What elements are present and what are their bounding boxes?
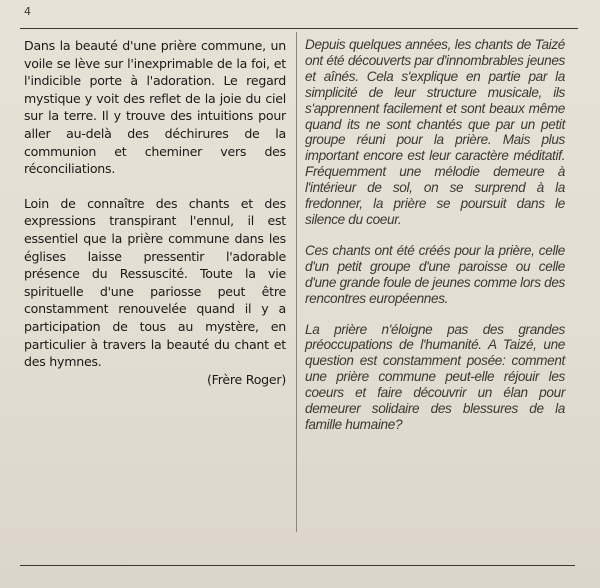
right-paragraph-2: Ces chants ont été créés pour la prière, celle d'un petit groupe d'une paroisse ou celle d'une grande foule de jeunes comme lors des rencontres européennes.	[305, 242, 565, 306]
page-number: 4	[24, 5, 31, 18]
left-paragraph-1: Dans la beauté d'une prière commune, un voile se lève sur l'inexprimable de la foi, et l'indicible porte à l'adoration. Le regard mystique y voit des reflet de la joie du ciel sur la terre. Il y trouve des intuitions pour aller au-delà des déchirures de la communion et cheminer vers des réconciliations.	[24, 38, 286, 177]
right-column	[305, 37, 565, 433]
left-column	[24, 37, 286, 388]
left-paragraph-2: Loin de connaître des chants et des expressions transpirant l'ennul, il est essentiel que la prière commune dans les églises laisse pressentir l'adorable présence du Ressuscité. Toute la vie spirituelle d'une pariosse peut être constamment renouvelée quand il y a participation de tous au mystère, en particulier à travers la beauté du chant et des hymnes.	[24, 195, 286, 370]
bottom-rule	[20, 565, 575, 566]
right-paragraph-3: La prière n'éloigne pas des grandes préoccupations de l'humanité. A Taizé, une question est constamment posée: comment une prière commune peut-elle réjouir les coeurs et faire découvrir un élan pour demeurer solidaire des blessures de la famille humaine?	[305, 321, 565, 432]
top-rule	[20, 28, 578, 29]
column-divider	[296, 32, 297, 532]
right-paragraph-1: Depuis quelques années, les chants de Taizé ont été découverts par d'innombrables jeunes et aînés. Cela s'explique en partie par la simplicité de leur structure musicale, ils s'apprennent facilement et sont beaux même quand its ne sont chantés que par un petit groupe réuni pour la prière. Mais plus important encore est leur caractère méditatif. Fréquemment une mélodie demeure à l'intérieur de sol, on se surprend à la fredonner, la prière se poursuit dans le silence du coeur.	[305, 37, 565, 227]
signature: (Frère Roger)	[206, 371, 286, 387]
